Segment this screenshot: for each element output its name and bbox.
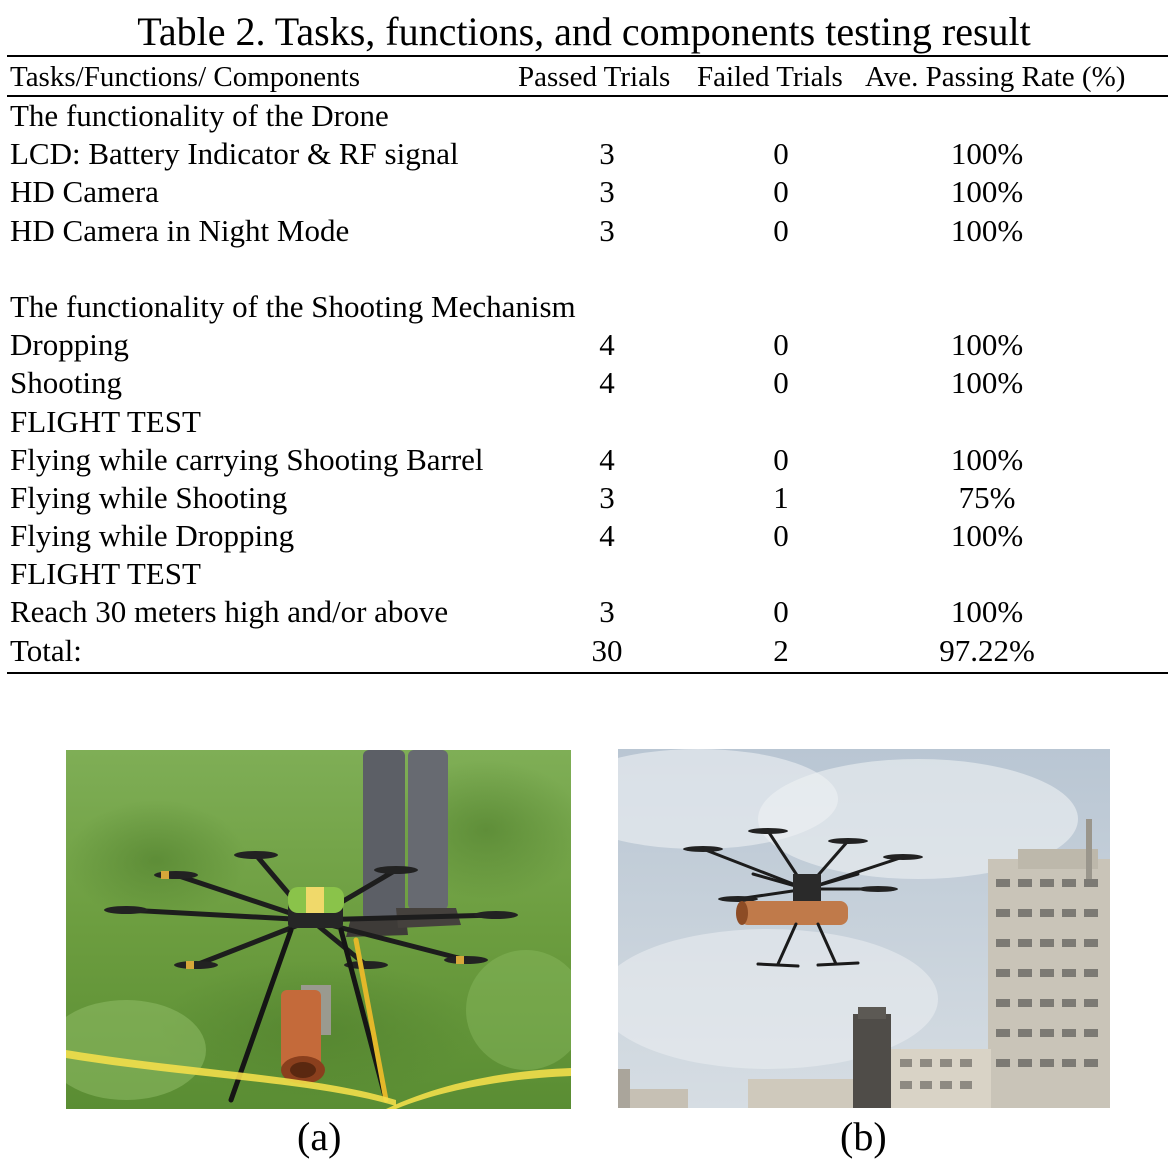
table-row: [7, 364, 1168, 402]
header-tasks: Tasks/Functions/ Components: [10, 61, 361, 93]
passed-cell: 3: [599, 174, 615, 210]
failed-cell: 0: [773, 365, 789, 401]
table-caption: Table 2. Tasks, functions, and components testing result: [137, 9, 1031, 54]
table-row-total: [7, 632, 1168, 670]
passed-cell: 4: [599, 327, 615, 363]
task-cell: The functionality of the Shooting Mechanism: [10, 288, 576, 324]
table-row: [7, 173, 1168, 211]
passed-cell: 4: [599, 365, 615, 401]
table-row: [7, 97, 1168, 135]
passed-cell: 30: [591, 632, 623, 668]
failed-cell: 0: [773, 327, 789, 363]
table-row: [7, 479, 1168, 517]
task-cell: HD Camera in Night Mode: [10, 212, 350, 248]
header-failed-trials: Failed Trials: [697, 61, 843, 93]
table-row-spacer: [7, 250, 1168, 288]
passed-cell: 3: [599, 212, 615, 248]
passed-cell: 4: [599, 441, 615, 477]
task-cell: Total:: [10, 632, 82, 668]
task-cell: FLIGHT TEST: [10, 556, 201, 592]
rate-cell: 100%: [950, 365, 1024, 401]
rate-cell: 100%: [950, 174, 1024, 210]
task-cell: Shooting: [10, 365, 122, 401]
figure-label-a: (a): [297, 1114, 342, 1159]
rate-cell: 100%: [950, 441, 1024, 477]
failed-cell: 0: [773, 518, 789, 554]
task-cell: Flying while Shooting: [10, 479, 288, 515]
drone-on-grass-photo: [66, 750, 571, 1109]
table-row: [7, 517, 1168, 555]
rate-cell: 100%: [950, 136, 1024, 172]
rate-cell: 100%: [950, 518, 1024, 554]
task-cell: The functionality of the Drone: [10, 98, 389, 133]
failed-cell: 2: [773, 632, 789, 668]
header-passed-trials: Passed Trials: [518, 61, 671, 93]
table-row: [7, 403, 1168, 441]
drone-in-flight-near-buildings-photo: [618, 749, 1110, 1108]
task-cell: LCD: Battery Indicator & RF signal: [10, 136, 459, 172]
failed-cell: 0: [773, 594, 789, 630]
task-cell: Dropping: [10, 327, 129, 363]
passed-cell: 3: [599, 136, 615, 172]
failed-cell: 0: [773, 441, 789, 477]
rate-cell: 100%: [950, 594, 1024, 630]
rate-cell: 75%: [958, 479, 1016, 515]
rate-cell: 100%: [950, 327, 1024, 363]
table-row: [7, 555, 1168, 593]
table-body: [7, 97, 1168, 670]
task-cell: Flying while carrying Shooting Barrel: [10, 441, 484, 477]
header-passing-rate: Ave. Passing Rate (%): [865, 61, 1126, 93]
task-cell: Flying while Dropping: [10, 518, 295, 554]
figure-label-b: (b): [840, 1114, 887, 1159]
task-cell: Reach 30 meters high and/or above: [10, 594, 449, 630]
passed-cell: 4: [599, 518, 615, 554]
passed-cell: 3: [599, 594, 615, 630]
failed-cell: 0: [773, 174, 789, 210]
failed-cell: 0: [773, 136, 789, 172]
task-cell: FLIGHT TEST: [10, 403, 201, 439]
table-bottom-rule: [7, 672, 1168, 674]
table-row: [7, 135, 1168, 173]
table-row: [7, 441, 1168, 479]
passed-cell: 3: [599, 479, 615, 515]
table-row: [7, 326, 1168, 364]
task-cell: HD Camera: [10, 174, 159, 210]
rate-cell: 100%: [950, 212, 1024, 248]
table-row: [7, 593, 1168, 631]
failed-cell: 0: [773, 212, 789, 248]
rate-cell: 97.22%: [939, 632, 1035, 668]
table-row: [7, 288, 1168, 326]
table-top-rule: [7, 55, 1168, 57]
table-row: [7, 212, 1168, 250]
failed-cell: 1: [773, 479, 789, 515]
